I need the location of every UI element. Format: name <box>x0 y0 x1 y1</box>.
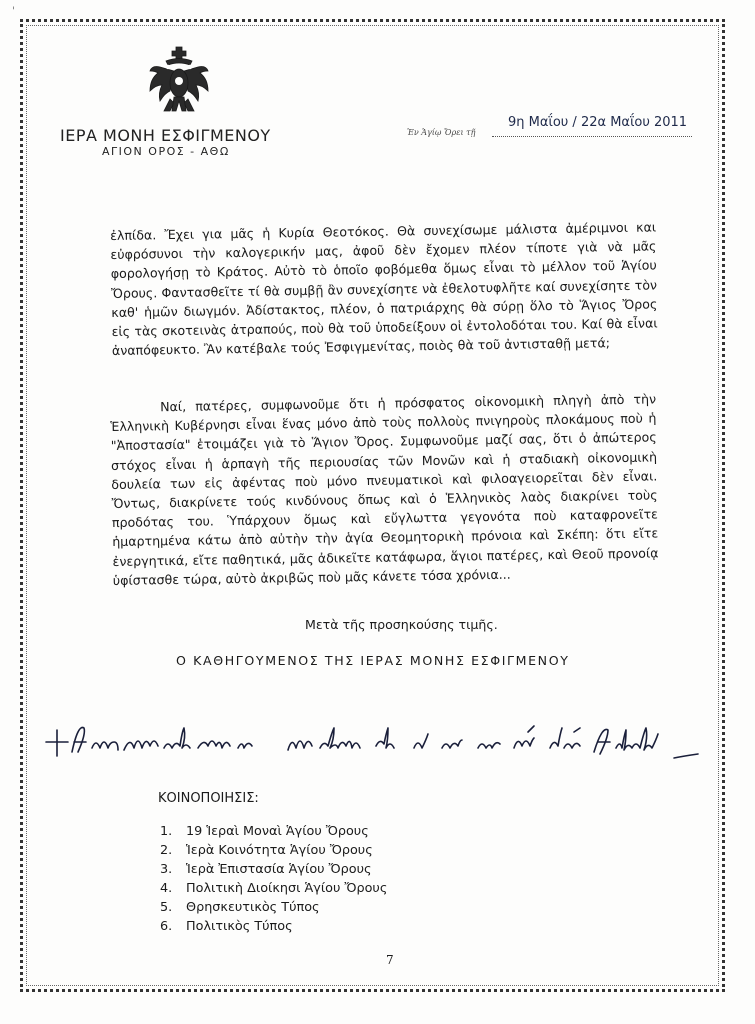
list-item-text: Ἱερὰ Κοινότητα Ἁγίου Ὄρους <box>186 843 373 858</box>
handwritten-signature <box>42 718 702 764</box>
list-item <box>160 879 387 898</box>
letter-date: 9η Μαΐου / 22α Μαΐου 2011 <box>508 115 688 130</box>
list-item-number: 6. <box>160 919 173 934</box>
closing-line: Μετὰ τῆς προσηκούσης τιμῆς. <box>305 617 498 632</box>
list-item-number: 4. <box>160 881 173 896</box>
list-item <box>160 860 387 879</box>
list-item-text: 19 Ἱεραὶ Μοναὶ Ἁγίου Ὄρους <box>186 824 369 839</box>
list-item-number: 1. <box>160 824 173 839</box>
monastery-name: ΙΕΡΑ ΜΟΝΗ ΕΣΦΙΓΜΕΝΟΥ <box>60 126 271 145</box>
list-item-number: 2. <box>160 843 173 858</box>
corner-mark: ' <box>12 6 15 17</box>
list-item-number: 3. <box>160 862 173 877</box>
monastery-subtitle: ΑΓΙΟΝ ΟΡΟΣ - ΑΘΩ <box>102 145 230 158</box>
list-item-number: 5. <box>160 900 173 915</box>
list-item-text: Πολιτικὴ Διοίκησι Ἁγίου Ὄρους <box>186 881 388 896</box>
list-item <box>160 898 387 917</box>
list-item-text: Ἱερὰ Ἐπιστασία Ἁγίου Ὄρους <box>186 862 372 877</box>
cc-list <box>160 822 387 936</box>
abbot-title: Ο ΚΑΘΗΓΟΥΜΕΝΟΣ ΤΗΣ ΙΕΡΑΣ ΜΟΝΗΣ ΕΣΦΙΓΜΕΝΟΥ <box>176 653 570 668</box>
list-item <box>160 917 387 936</box>
cc-label: ΚΟΙΝΟΠΟΙΗΣΙΣ: <box>158 791 259 806</box>
list-item-text: Πολιτικὸς Τύπος <box>186 919 293 934</box>
double-headed-eagle-crest-icon <box>146 45 212 115</box>
list-item <box>160 841 387 860</box>
list-item-text: Θρησκευτικὸς Τύπος <box>186 900 320 915</box>
page-number: 7 <box>386 953 394 967</box>
body-paragraph-2: Ναί, πατέρες, συμφωνοῦμε ὅτι ἡ πρόσφατος οἰκονομικὴ πληγὴ ἀπὸ τὴν Ἑλληνικὴ Κυβέρνησι εἶναι ἕνας μόνο ἀπὸ τοὺς πολλοὺς πνιγηροὺς πλοκάμους ποὺ ἡ "Ἀποστασία" ἑτοιμάζει γιὰ τὸ Ἅγιον Ὄρος. Συμφωνοῦμε μαζί σας, ὅτι ὁ ἀπώτερος στόχος εἶναι ἡ ἁρπαγὴ τῆς περιουσίας τῶν Μονῶν καὶ ἡ σταδιακὴ οἰκονομικὴ δουλεία των εἰς ἀφέντας ποὺ μόνο πνευματικοὶ καὶ φιλοαγειορεῖται δὲν εἶναι. Ὄντως, διακρίνετε τούς κινδύνους ὅπως καὶ ὁ Ἑλληνικὸς λαὸς διακρίνει τοὺς προδότας του. Ὑπάρχουν ὅμως καὶ εὔγλωττα γεγονότα ποὺ καταφρονεῖτε ἡμαρτημένα κάτω ἀπὸ αὐτὴν τὴν ἁγία Θεομητορικὴ πρόνοια καὶ Σκέπη: ὅτι εἴτε ἐνεργητικά, εἴτε παθητικά, μᾶς ἀδικεῖτε κατάφωρα, ἅγιοι πατέρες, καὶ Θεοῦ προνοίᾳ ὑφίστασθε τώρα, αὐτὸ ἀκριβῶς ποὺ μᾶς κάνετε τόσα χρόνια... <box>110 391 659 588</box>
list-item <box>160 822 387 841</box>
body-paragraph-1: ἐλπίδα. Ἔχει για μᾶς ἡ Κυρία Θεοτόκος. Θὰ συνεχίσωμε μάλιστα ἀμέριμνοι και εὐφρόσυνοι τὴν καλογερικήν μας, ἀφοῦ δὲν ἔχομεν πλέον τίποτε γιὰ νὰ μᾶς φορολογήσῃ τὸ Κράτος. Αὐτὸ τὸ ὁποῖο φοβόμεθα ὅμως εἶναι τὸ μέλλον τοῦ Ἁγίου Ὄρους. Φαντασθεῖτε τί θὰ συμβῇ ἂν συνεχίσητε νὰ ἐθελοτυφλῆτε καί συνεχίσητε τὸν καθ' ἡμῶν διωγμόν. Ἀδίστακτος, πλέον, ὁ πατριάρχης θὰ σύρῃ ὅλο τὸ Ἅγιος Ὄρος εἰς τὰς σκοτεινὰς ἀτραπούς, ποὺ θὰ τοῦ ὑποδείξουν οἱ ἐντολοδόται του. Καί θὰ εἶναι ἀναπόφευκτο. Ἂν κατέβαλε τούς Ἐσφιγμενίτας, ποιὸς θὰ τοῦ ἀντισταθῇ μετά; <box>110 219 658 359</box>
place-prefix: Ἐν Ἁγίῳ Ὄρει τῇ <box>407 128 476 137</box>
